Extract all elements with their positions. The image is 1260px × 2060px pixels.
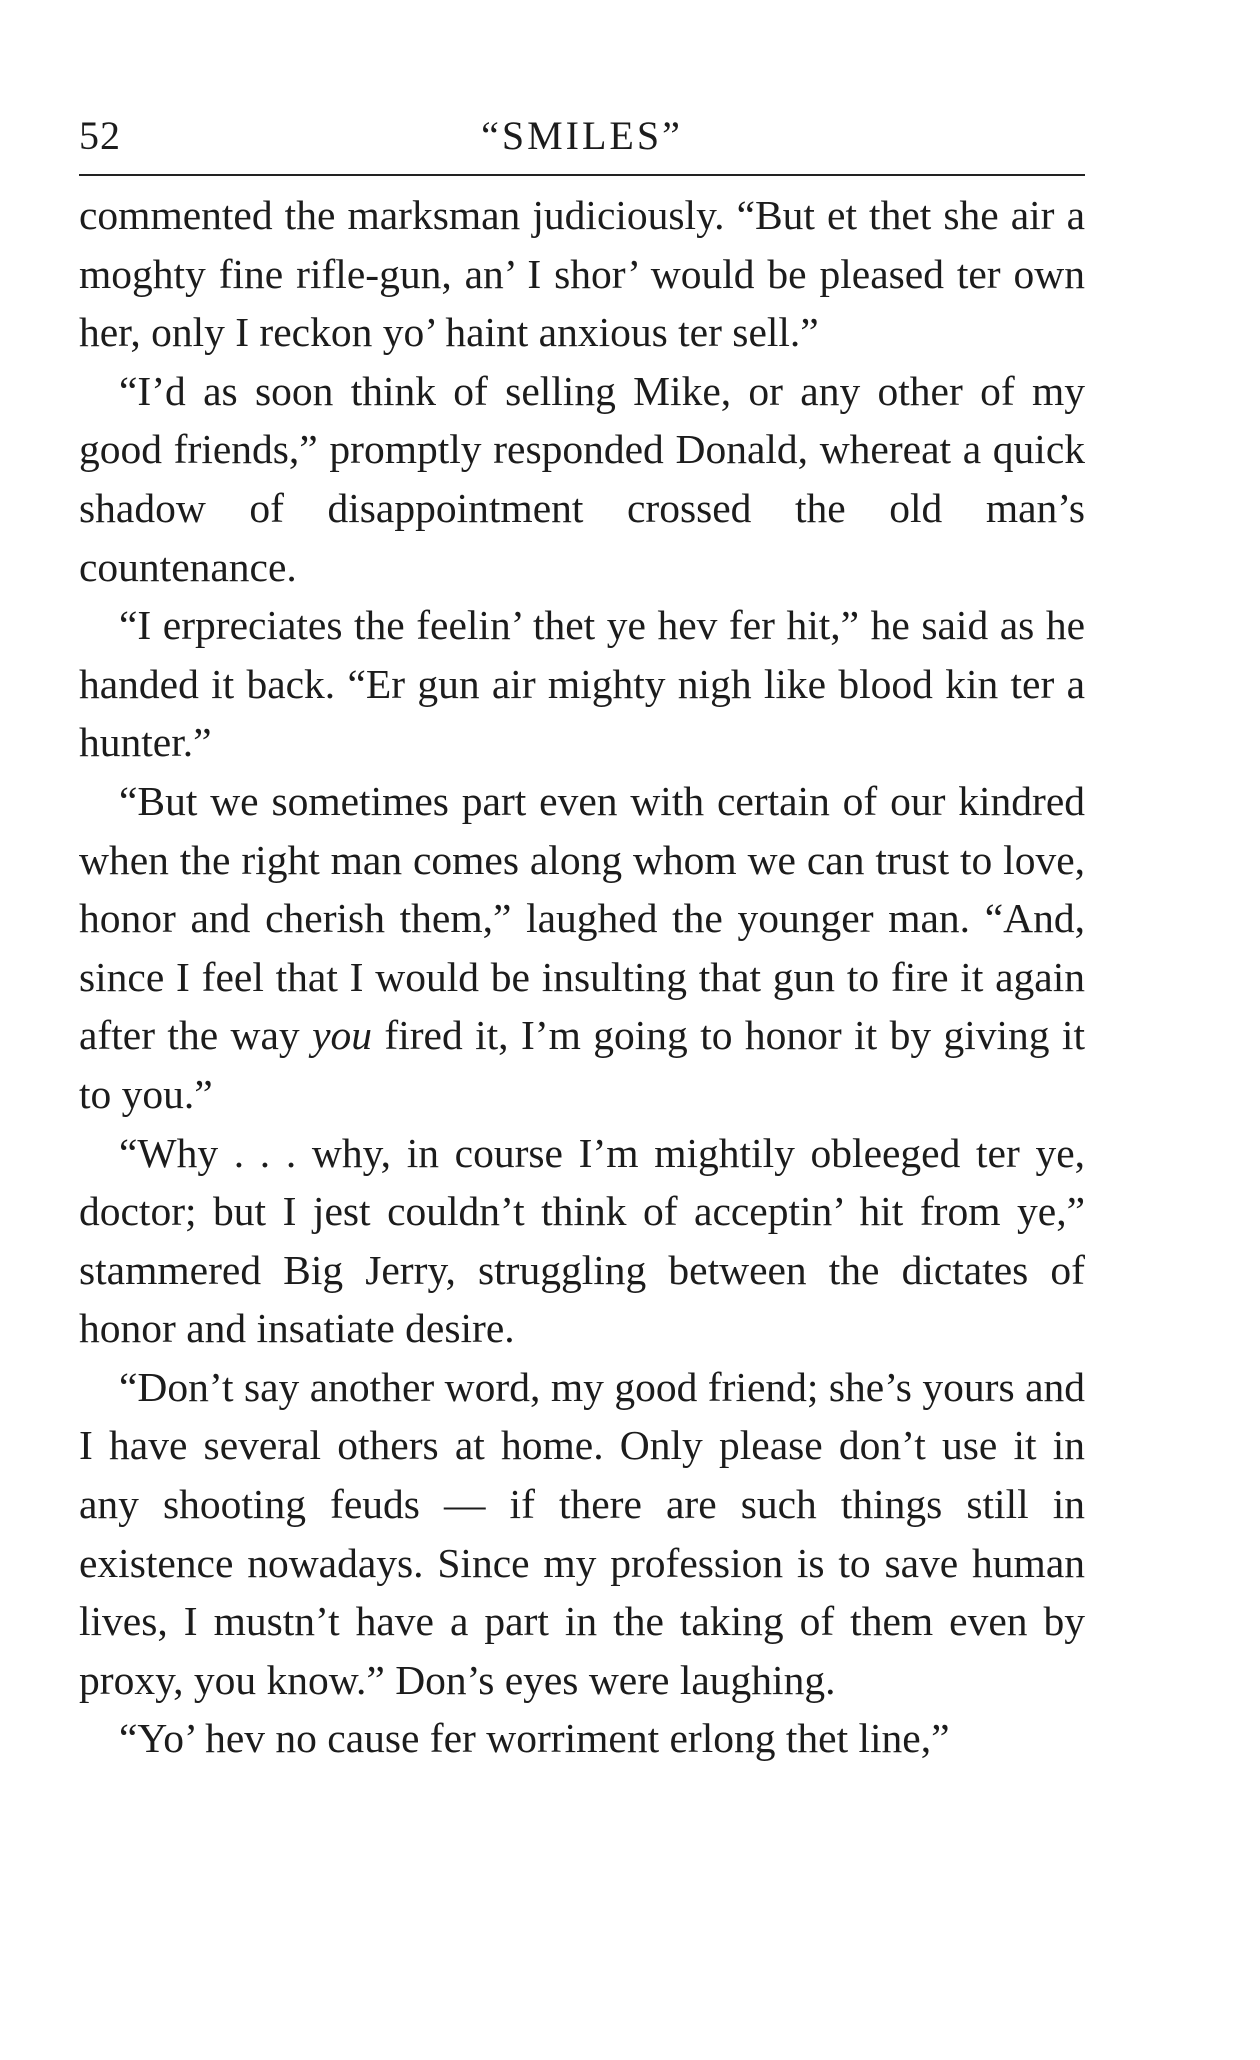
- body-text: [79, 186, 1085, 1768]
- paragraph-text: “Yo’ hev no cause fer worriment erlong thet line,”: [119, 1715, 950, 1762]
- paragraph-text: “I’d as soon think of selling Mike, or any other of my good friends,” promptly responded Donald, whereat a quick shadow of disappointment crossed the old man’s countenance.: [79, 367, 1085, 590]
- paragraph-text: “Why . . . why, in course I’m mightily obleeged ter ye, doctor; but I jest couldn’t think of acceptin’ hit from ye,” stammered Big Jerry, struggling between the dictates of honor and insatiate desire.: [79, 1129, 1085, 1352]
- paragraph-text: “But we sometimes part even with certain of our kindred when the right man comes along whom we can trust to love, honor and cherish them,” laughed the younger man. “And, since I feel that I would be insulting that gun to fire it again after the way: [79, 777, 1085, 1059]
- paragraph-text: commented the marksman judiciously. “But et thet she air a moghty fine rifle-gun, an’ I shor’ would be pleased ter own her, only I reckon yo’ haint anxious ter sell.”: [79, 192, 1085, 356]
- italic-text: you: [312, 1012, 372, 1059]
- paragraph-text: “Don’t say another word, my good friend; she’s yours and I have several others at home. Only please don’t use it in any shooting feuds — if there are such things still in existence nowadays. Since my profession is to save human lives, I mustn’t have a part in the taking of them even by proxy, you know.” Don’s eyes were laughing.: [79, 1363, 1085, 1703]
- paragraph-text: “I erpreciates the feelin’ thet ye hev fer hit,” he said as he handed it back. “Er gun air mighty nigh like blood kin ter a hunter.”: [79, 602, 1085, 766]
- paragraph: [79, 772, 1085, 1124]
- paragraph: [79, 1358, 1085, 1710]
- paragraph: [79, 596, 1085, 772]
- paragraph: [79, 186, 1085, 362]
- page-header: [79, 108, 1085, 176]
- page-number: 52: [79, 113, 121, 158]
- paragraph: [79, 1709, 1085, 1768]
- running-head: “SMILES”: [481, 113, 683, 158]
- paragraph: [79, 1124, 1085, 1358]
- paragraph-text: fired it, I’m going to honor it by giving it to you.”: [79, 1012, 1085, 1117]
- paragraph: [79, 362, 1085, 596]
- book-page: [79, 108, 1085, 1768]
